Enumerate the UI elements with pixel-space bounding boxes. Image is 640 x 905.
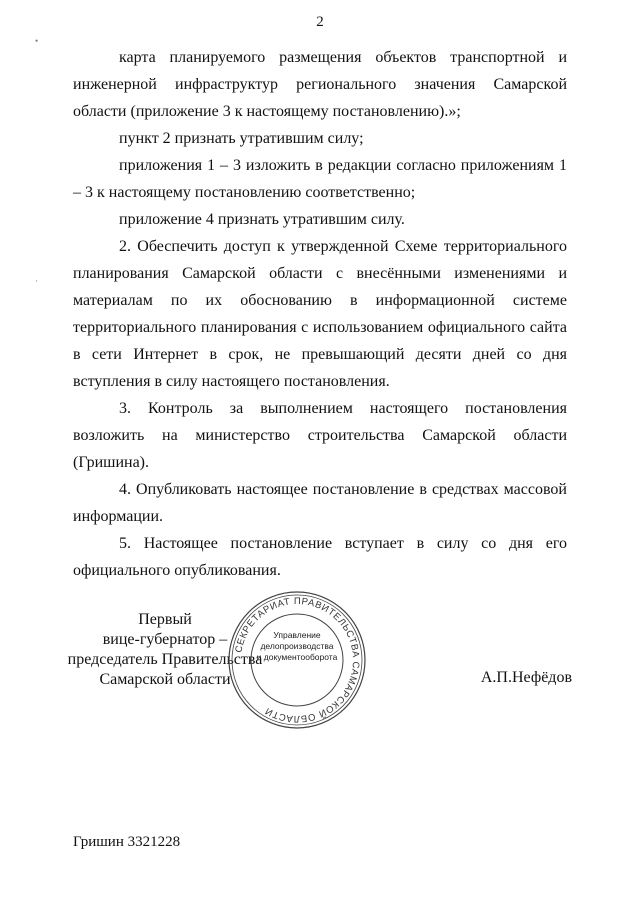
paragraph: пункт 2 признать утратившим силу; bbox=[119, 130, 364, 147]
paragraph: приложение 4 признать утратившим силу. bbox=[119, 211, 405, 228]
document-body bbox=[73, 44, 567, 584]
signatory-position-line: вице-губернатор – bbox=[102, 631, 228, 648]
stamp-line: и документооборота bbox=[256, 652, 338, 662]
signatory-position-line: председатель Правительства bbox=[67, 651, 263, 668]
paragraph: 4. Опубликовать настоящее постановление в средствах массовой информации. bbox=[73, 481, 567, 525]
paragraph: 3. Контроль за выполнением настоящего постановления возложить на министерство строительства Самарской области (Гришина). bbox=[73, 400, 567, 471]
footer-contact: Гришин 3321228 bbox=[73, 834, 181, 850]
signatory-name: А.П.Нефёдов bbox=[480, 669, 572, 686]
stamp-line: делопроизводства bbox=[260, 641, 334, 651]
signatory-position-line: Первый bbox=[138, 611, 192, 628]
stamp-line: Управление bbox=[273, 630, 321, 640]
paragraph: карта планируемого размещения объектов транспортной и инженерной инфраструктур регионального значения Самарской области (приложение 3 к настоящему постановлению).»; bbox=[73, 49, 567, 120]
page-number: 2 bbox=[316, 14, 324, 30]
margin-mark: · bbox=[35, 276, 38, 286]
stamp-ring-text: СЕКРЕТАРИАТ ПРАВИТЕЛЬСТВА САМАРСКОЙ ОБЛАСТИ bbox=[233, 595, 362, 725]
signatory-position-line: Самарской области bbox=[99, 671, 231, 688]
signature-block bbox=[60, 595, 580, 730]
paragraph: приложения 1 – 3 изложить в редакции согласно приложениям 1 – 3 к настоящему постановлению соответственно; bbox=[73, 157, 567, 201]
stamp-center-text bbox=[255, 630, 339, 663]
paragraph: 2. Обеспечить доступ к утвержденной Схеме территориального планирования Самарской области с внесёнными изменениями и материалам по их обоснованию в информационной системе территориального планирования с использованием официального сайта в сети Интернет в срок, не превышающий десяти дней со дня вступления в силу настоящего постановления. bbox=[73, 238, 567, 390]
margin-mark: • bbox=[35, 36, 39, 46]
paragraph: 5. Настоящее постановление вступает в силу со дня его официального опубликования. bbox=[73, 535, 567, 579]
official-stamp bbox=[227, 590, 367, 730]
